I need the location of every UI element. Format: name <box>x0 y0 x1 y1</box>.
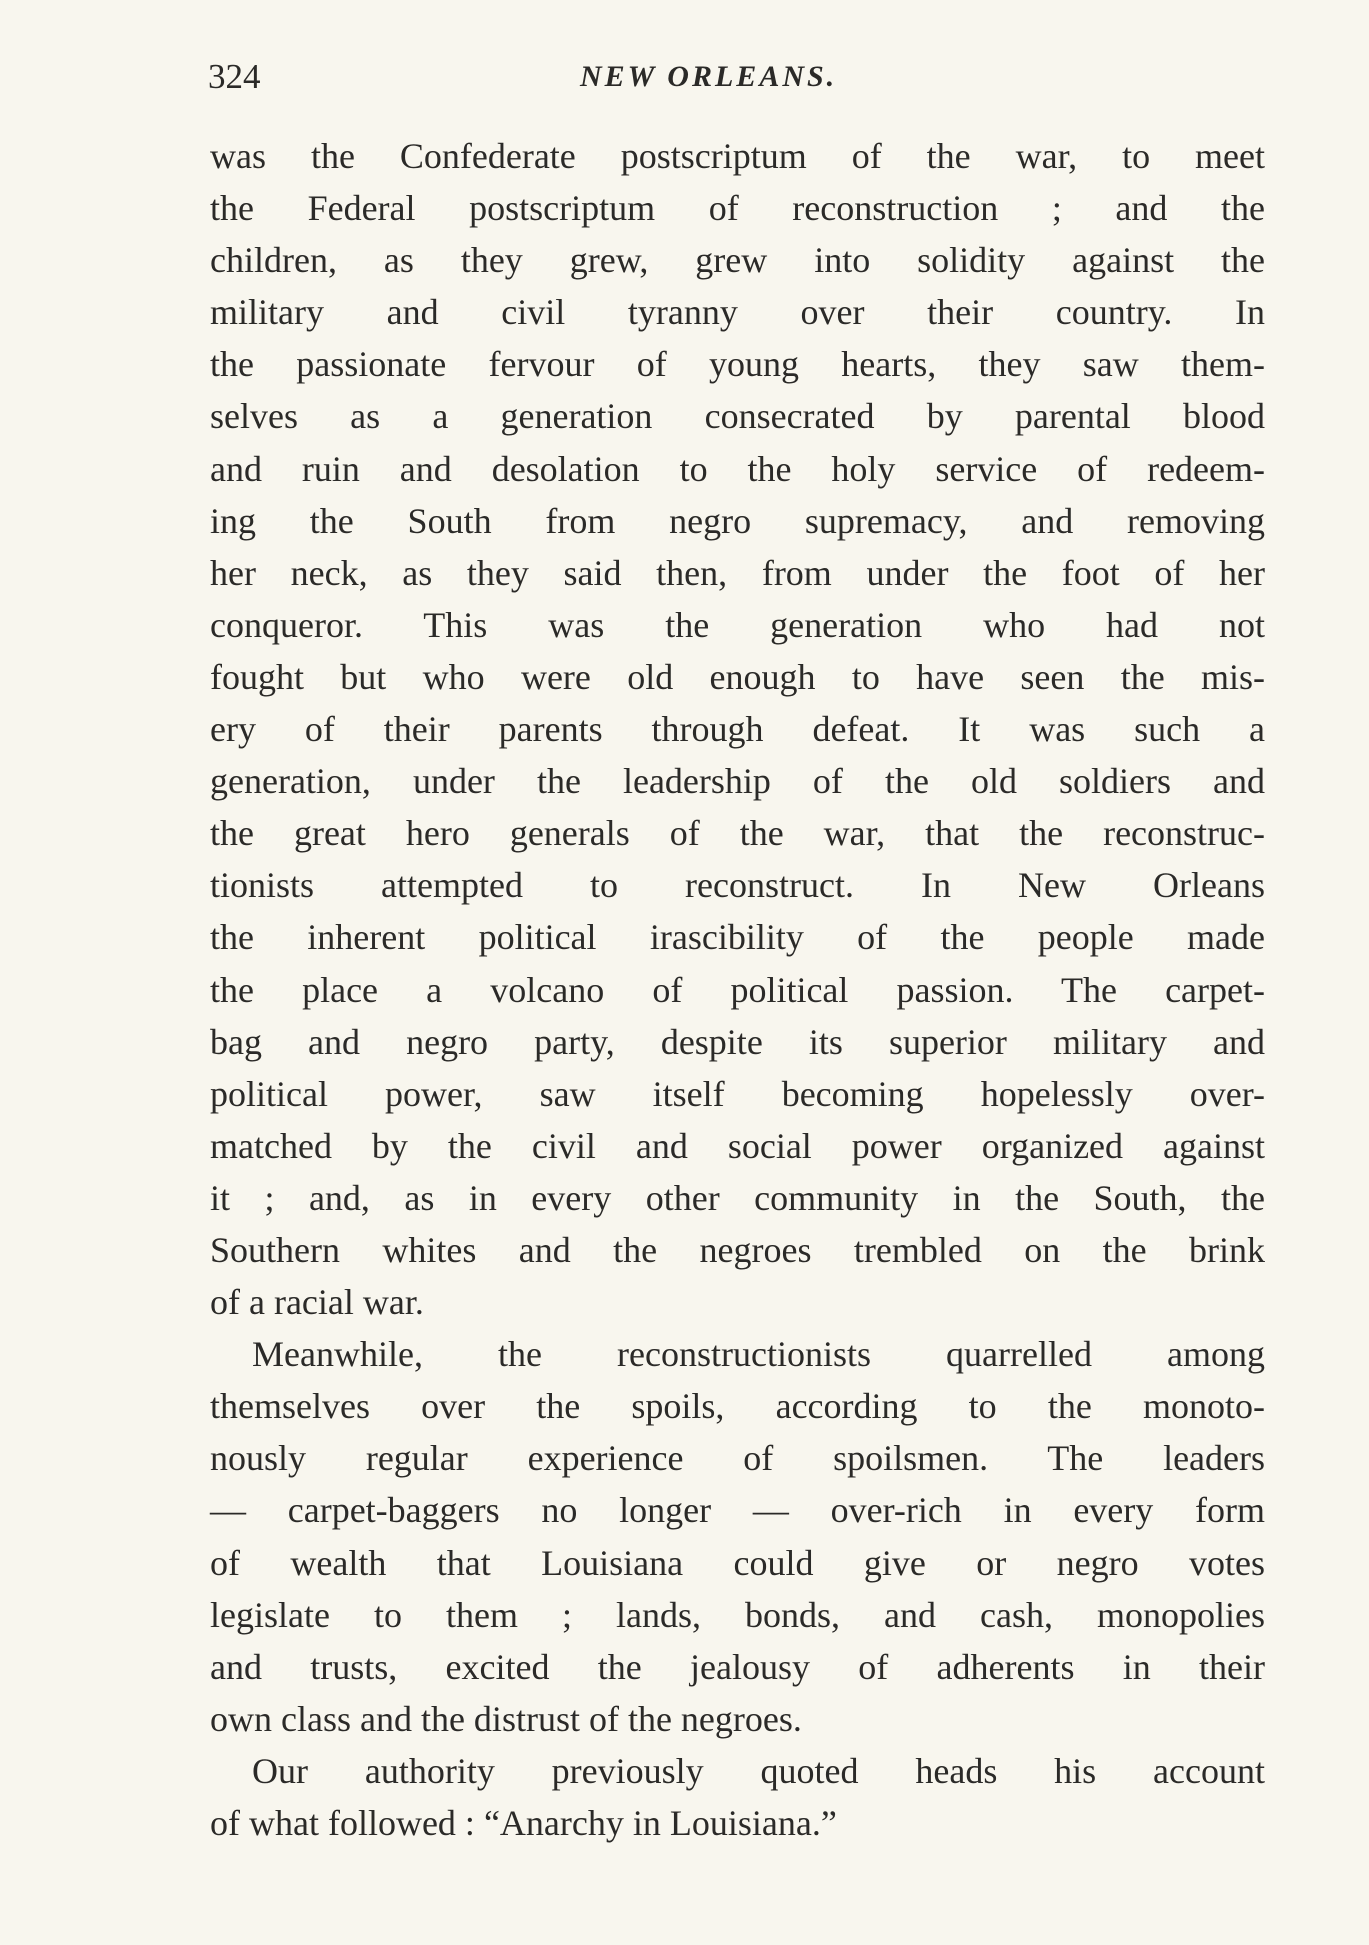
text-line: the place a volcano of political passion. The carpet- <box>210 969 1265 1010</box>
text-line: own class and the distrust of the negroes. <box>210 1698 802 1739</box>
text-line: fought but who were old enough to have seen the mis- <box>210 656 1265 697</box>
text-line: — carpet-baggers no longer — over-rich in every form <box>210 1490 1265 1531</box>
text-line: bag and negro party, despite its superior military and <box>210 1021 1265 1062</box>
text-line: selves as a generation consecrated by parental blood <box>210 396 1265 437</box>
text-line: of what followed : “Anarchy in Louisiana.” <box>210 1803 837 1843</box>
text-line: ery of their parents through defeat. It was such a <box>210 709 1265 750</box>
text-line: of a racial war. <box>210 1282 424 1323</box>
text-line: and ruin and desolation to the holy service of redeem- <box>210 448 1265 489</box>
text-line: it ; and, as in every other community in the South, the <box>210 1177 1265 1218</box>
text-line: conqueror. This was the generation who had not <box>210 604 1265 645</box>
text-line: the Federal postscriptum of reconstruction ; and the <box>210 188 1265 229</box>
text-line: legislate to them ; lands, bonds, and cash, monopolies <box>210 1594 1265 1635</box>
text-line: tionists attempted to reconstruct. In New Orleans <box>210 865 1265 906</box>
text-line: Our authority previously quoted heads his account <box>252 1750 1265 1791</box>
text-line: Meanwhile, the reconstructionists quarrelled among <box>252 1334 1265 1375</box>
running-title: NEW ORLEANS. <box>580 60 838 93</box>
text-line: military and civil tyranny over their country. In <box>210 292 1265 333</box>
text-line: children, as they grew, grew into solidity against the <box>210 240 1265 281</box>
text-line: nously regular experience of spoilsmen. The leaders <box>210 1438 1265 1479</box>
text-line: matched by the civil and social power organized against <box>210 1125 1265 1166</box>
text-line: ing the South from negro supremacy, and removing <box>210 500 1265 541</box>
text-line: political power, saw itself becoming hopelessly over- <box>210 1073 1265 1114</box>
text-line: the passionate fervour of young hearts, they saw them- <box>210 344 1265 385</box>
body-text <box>210 130 1265 1849</box>
text-line: and trusts, excited the jealousy of adherents in their <box>210 1646 1265 1687</box>
text-line: the great hero generals of the war, that the reconstruc- <box>210 813 1265 854</box>
page-number: 324 <box>208 57 261 96</box>
text-line: themselves over the spoils, according to the monoto- <box>210 1386 1265 1427</box>
text-line: was the Confederate postscriptum of the war, to meet <box>210 136 1265 176</box>
text-line: her neck, as they said then, from under the foot of her <box>210 552 1265 593</box>
text-line: Southern whites and the negroes trembled on the brink <box>210 1229 1265 1270</box>
text-line: the inherent political irascibility of the people made <box>210 917 1265 958</box>
running-head <box>208 52 1268 102</box>
text-line: generation, under the leadership of the old soldiers and <box>210 761 1265 802</box>
text-line: of wealth that Louisiana could give or negro votes <box>210 1542 1265 1583</box>
